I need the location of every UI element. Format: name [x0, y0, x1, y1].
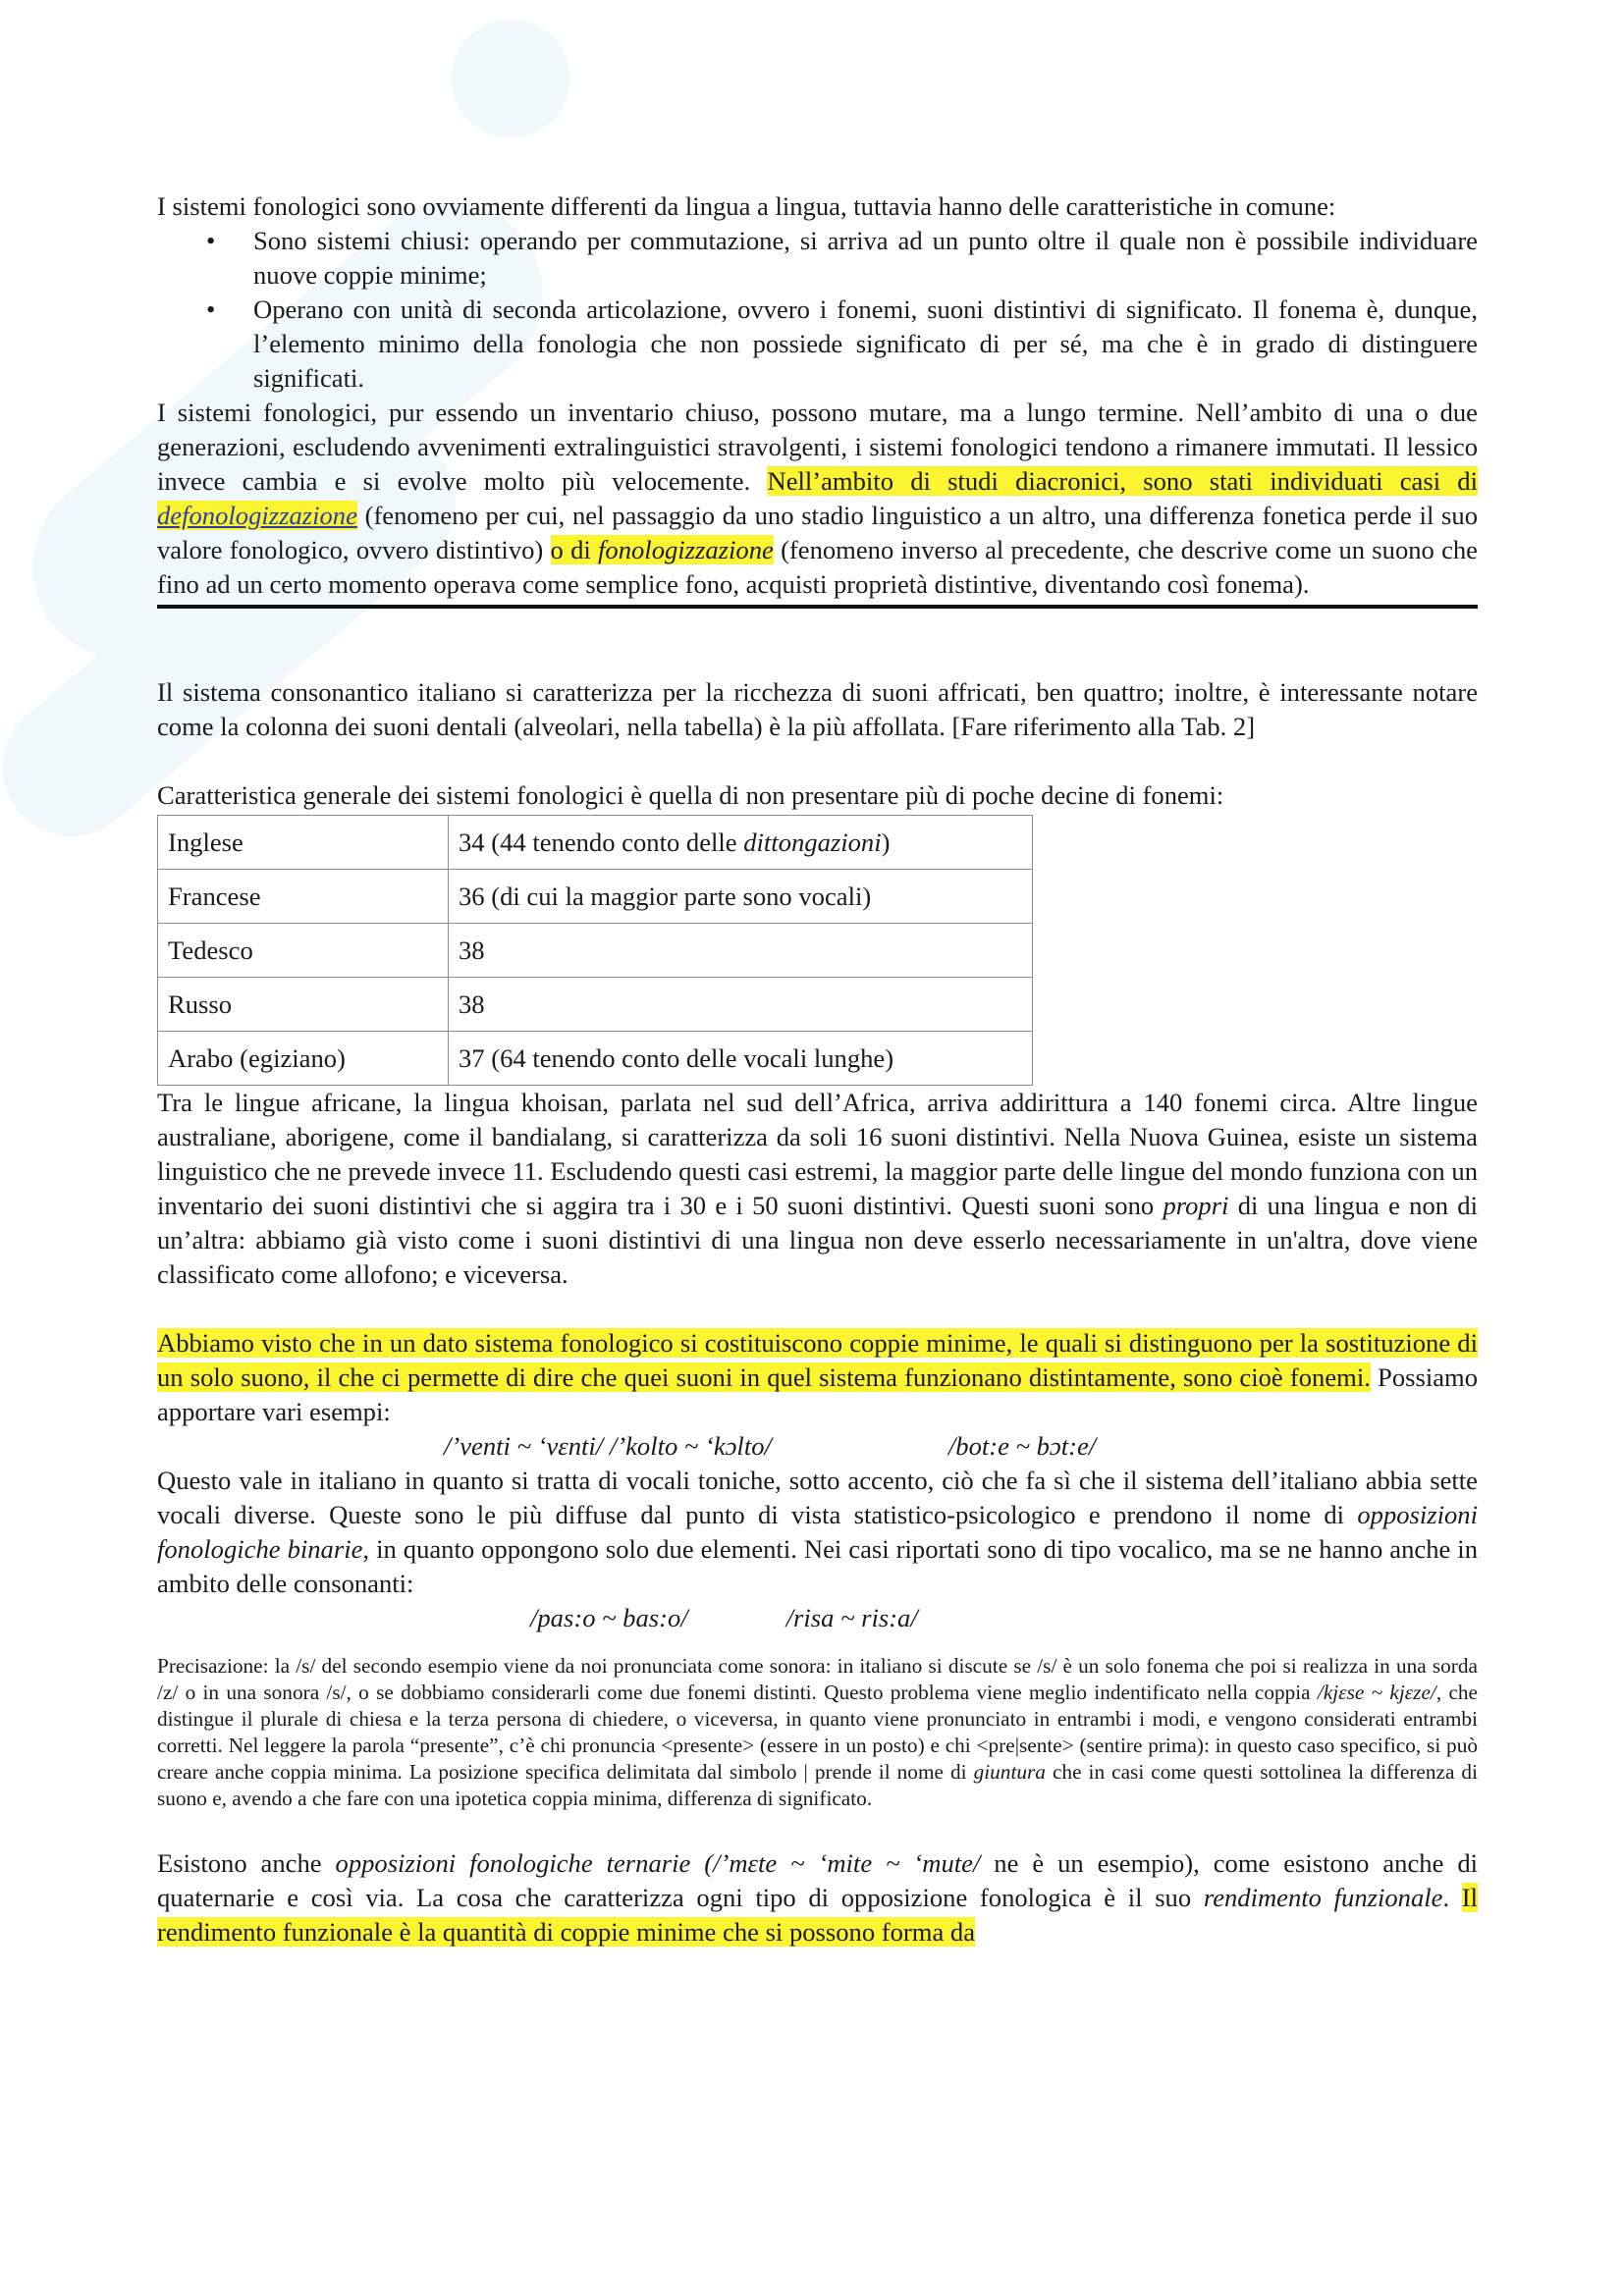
language-cell: Russo [158, 978, 449, 1032]
minimal-pairs-paragraph: Abbiamo visto che in un dato sistema fonologico si costituiscono coppie minime, le quali si distinguono per la sostituzione di un solo suono, il che ci permette di dire che quei suoni in quel sistema funzionano distintamente, sono cioè fonemi. Possiamo apportare vari esempi: [157, 1328, 1478, 1426]
clarification-note: Precisazione: la /s/ del secondo esempio viene da noi pronunciata come sonora: in italiano si discute se /s/ è un solo fonema che poi si realizza in una sorda /z/ o in una sonora /s/, o se dobbiamo considerarli come due fonemi distinti. Questo problema viene meglio indentificato nella coppia /kjɛse ~ kjɛze/, che distingue il plurale di chiesa e la terza persona di chiedere, o viceversa, in quanto viene pronunciato in entrambi i modi, e vengono considerati entrambi corretti. Nel leggere la parola “presente”, c’è chi pronuncia <presente> (essere in un posto) e chi <pre|sente> (sentire prima): in questo caso specifico, si può creare anche coppia minima. La posizione specifica delimitata dal simbolo | prende il nome di giuntura che in casi come questi sottolinea la differenza di suono e, avendo a che fare con una ipotetica coppia minima, differenza di significato. [157, 1654, 1479, 1810]
features-list [157, 224, 1478, 396]
table-row [158, 924, 1033, 978]
table-row [158, 1032, 1033, 1086]
example-right: /risa ~ ris:a/ [785, 1603, 918, 1632]
highlight: Abbiamo visto che in un dato sistema fonologico si costituiscono coppie minime, le quali si distinguono per la sostituzione di un solo suono, il che ci permette di dire che quei suoni in quel sistema funzionano distintamente, sono cioè fonemi. [157, 1328, 1478, 1392]
languages-paragraph: Tra le lingue africane, la lingua khoisan, parlata nel sud dell’Africa, arriva addirittura a 140 fonemi circa. Altre lingue australiane, aborigene, come il bandialang, si caratterizza da soli 16 suoni distintivi. Nella Nuova Guinea, esiste un sistema linguistico che ne prevede invece 11. Escludendo questi casi estremi, la maggior parte delle lingue del mondo funziona con un inventario dei suoni distintivi che si aggira tra i 30 e i 50 suoni distintivi. Questi suoni sono propri di una lingua e non di un’altra: abbiamo già visto come i suoni distintivi di una lingua non deve esserlo necessariamente in un'altra, dove viene classificato come allofono; e viceversa. [157, 1088, 1478, 1289]
text-span: o di [550, 535, 599, 564]
text-span: Nell’ambito di studi diacronici, sono stati individuati casi di [767, 466, 1478, 496]
value-cell: 34 (44 tenendo conto delle dittongazioni) [449, 816, 1033, 870]
diachronic-paragraph [157, 396, 1478, 602]
consonant-paragraph: Il sistema consonantico italiano si caratterizza per la ricchezza di suoni affricati, ben quattro; inoltre, è interessante notare come la colonna dei suoni dentali (alveolari, nella tabella) è la più affollata. [Fare riferimento alla Tab. 2] [157, 677, 1478, 741]
table-row [158, 870, 1033, 924]
text-span: I sistemi fonologici, pur essendo un inventario chiuso, possono mutare, ma a lungo termine. Nell’ambito di una o due generazioni, escludendo avvenimenti extralinguistici stravolgenti, i sistemi fonologici tendono a rimanere immutati. Il lessico invece cambia e si evolve molto più velocemente. [157, 398, 1478, 496]
value-cell: 37 (64 tenendo conto delle vocali lunghe) [449, 1032, 1033, 1086]
highlight [551, 535, 774, 564]
example-left: /’venti ~ ‘vɛnti/ /’kolto ~ ‘kɔlto/ [444, 1431, 772, 1461]
intro-paragraph: I sistemi fonologici sono ovviamente differenti da lingua a lingua, tuttavia hanno delle caratteristiche in comune: [157, 191, 1336, 221]
table-row [158, 978, 1033, 1032]
vowel-examples [157, 1429, 1478, 1464]
value-cell: 38 [449, 924, 1033, 978]
phoneme-count-table [157, 815, 1033, 1086]
language-cell: Inglese [158, 816, 449, 870]
fonologizzazione-term: fonologizzazione [598, 535, 774, 564]
language-cell: Arabo (egiziano) [158, 1032, 449, 1086]
defonologizzazione-term: defonologizzazione [157, 501, 357, 530]
text-span: (fenomeno inverso al precedente, che descrive come un suono che fino ad un certo momento operava come semplice fono, acquisti proprietà distintive, diventando così fonema). [157, 535, 1478, 599]
example-right: /bot:e ~ bɔt:e/ [947, 1431, 1097, 1461]
list-item: • Operano con unità di seconda articolazione, ovvero i fonemi, suoni distintivi di significato. Il fonema è, dunque, l’elemento minimo della fonologia che non possiede significato di per sé, ma che è in grado di distinguere significati. [157, 293, 1478, 396]
text-span: (fenomeno per cui, nel passaggio da uno stadio linguistico a un altro, una differenza fonetica perde il suo valore fonologico, ovvero distintivo) [157, 501, 1478, 564]
list-item: • Sono sistemi chiusi: operando per commutazione, si arriva ad un punto oltre il quale non è possibile individuare nuove coppie minime; [157, 224, 1478, 293]
table-row [158, 816, 1033, 870]
ternary-paragraph: Esistono anche opposizioni fonologiche ternarie (/’mɛte ~ ‘mite ~ ‘mute/ ne è un esempio), come esistono anche di quaternarie e così via. La cosa che caratterizza ogni tipo di opposizione fonologica è il suo rendimento funzionale. Il rendimento funzionale è la quantità di coppie minime che si possono forma da [157, 1848, 1479, 1947]
value-cell: 38 [449, 978, 1033, 1032]
language-cell: Francese [158, 870, 449, 924]
highlight: Il rendimento funzionale è la quantità di coppie minime che si possono forma da [157, 1883, 1479, 1947]
table-intro: Caratteristica generale dei sistemi fonologici è quella di non presentare più di poche decine di fonemi: [157, 780, 1224, 810]
language-cell: Tedesco [158, 924, 449, 978]
consonant-examples [157, 1601, 1478, 1635]
document-page [157, 189, 1478, 1949]
value-cell: 36 (di cui la maggior parte sono vocali) [449, 870, 1033, 924]
binary-oppositions-paragraph: Questo vale in italiano in quanto si tratta di vocali toniche, sotto accento, ciò che fa sì che il sistema dell’italiano abbia sette vocali diverse. Queste sono le più diffuse dal punto di vista statistico-psicologico e prendono il nome di opposizioni fonologiche binarie, in quanto oppongono solo due elementi. Nei casi riportati sono di tipo vocalico, ma se ne hanno anche in ambito delle consonanti: [157, 1466, 1478, 1598]
example-left: /pas:o ~ bas:o/ [530, 1603, 688, 1632]
